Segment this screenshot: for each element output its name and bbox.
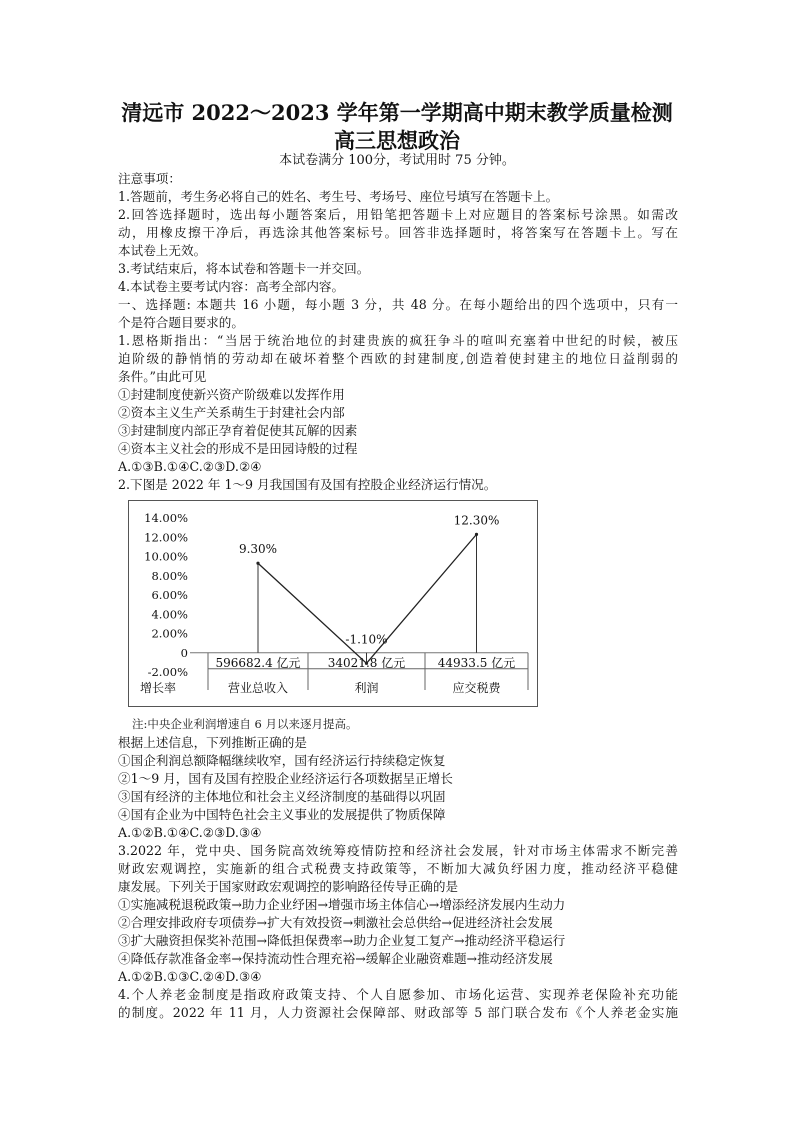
question-2-option: ④国有企业为中国特色社会主义事业的发展提供了物质保障 (118, 807, 446, 822)
category-label: 应交税费 (452, 681, 501, 695)
question-1-stem: 条件。”由此可见 (118, 369, 207, 384)
notice-heading: 注意事项： (118, 171, 181, 186)
question-3-choices: A.①②B.①③C.②④D.③④ (118, 969, 262, 984)
y-tick-label: 14.00% (144, 511, 188, 525)
chart-note: 注:中央企业利润增速自 6 月以来逐月提高。 (132, 717, 358, 731)
y-tick-label: 4.00% (151, 607, 188, 622)
data-label: 12.30% (453, 513, 500, 528)
amount-label: 34021.8 亿元 (327, 655, 406, 670)
exam-info: 本试卷满分 100分，考试用时 75 分钟。 (279, 153, 515, 168)
exam-title: 清远市 2022～2023 学年第一学期高中期末教学质量检测 (121, 100, 673, 125)
section-heading: 一、选择题: 本题共 16 小题，每小题 3 分，共 48 分。在每小题给出的四个选项中，只有一 (118, 297, 678, 312)
amount-label: 44933.5 亿元 (437, 655, 516, 670)
question-1-stem: 1.恩格斯指出：“当居于统治地位的封建贵族的疯狂争斗的喧叫充塞着中世纪的时候，被压 (118, 333, 678, 348)
question-4-stem: 4.个人养老金制度是指政府政策支持、个人自愿参加、市场化运营、实现养老保险补充功能 (118, 987, 678, 1002)
category-label: 营业总收入 (227, 681, 289, 695)
question-2-choices: A.①②B.①④C.②③D.③④ (118, 825, 262, 840)
question-3-stem: 康发展。下列关于国家财政宏观调控的影响路径传导正确的是 (118, 879, 459, 894)
question-2-option: ③国有经济的主体地位和社会主义经济制度的基础得以巩固 (118, 789, 446, 804)
question-3-option: ④降低存款准备金率→保持流动性合理充裕→缓解企业融资难题→推动经济发展 (118, 951, 553, 966)
notice-item: 3.考试结束后，将本试卷和答题卡一并交回。 (118, 261, 370, 276)
question-2-lead: 根据上述信息，下列推断正确的是 (118, 735, 307, 750)
data-point (475, 533, 478, 536)
y-tick-label: 10.00% (144, 549, 188, 564)
question-1-choices: A.①③B.①④C.②③D.②④ (118, 459, 262, 474)
question-3-option: ③扩大融资担保奖补范围→降低担保费率→助力企业复工复产→推动经济平稳运行 (118, 933, 566, 948)
question-3-option: ①实施减税退税政策→助力企业纾困→增强市场主体信心→增添经济发展内生动力 (118, 897, 566, 912)
question-1-stem: 迫阶级的静悄悄的劳动却在破坏着整个西欧的封建制度,创造着使封建主的地位日益削弱的 (118, 351, 678, 366)
notice-item: 1.答题前，考生务必将自己的姓名、考生号、考场号、座位号填写在答题卡上。 (118, 189, 559, 204)
amount-label: 596682.4 亿元 (215, 655, 301, 670)
economy-chart (128, 500, 538, 707)
notice-item: 本试卷上无效。 (118, 243, 207, 258)
question-4-stem: 的制度。2022 年 11 月，人力资源社会保障部、财政部等 5 部门联合发布《个人养老金实施 (118, 1005, 678, 1020)
question-2-option: ①国企利润总额降幅继续收窄，国有经济运行持续稳定恢复 (118, 753, 446, 768)
notice-item: 4.本试卷主要考试内容：高考全部内容。 (118, 279, 345, 294)
data-label: 9.30% (238, 542, 278, 557)
category-label: 利润 (354, 681, 379, 695)
y-tick-label: -2.00% (147, 665, 188, 679)
question-1-option: ①封建制度使新兴资产阶级难以发挥作用 (118, 387, 345, 402)
y-tick-label: 8.00% (151, 568, 188, 583)
question-3-option: ②合理安排政府专项债券→扩大有效投资→刺激社会总供给→促进经济社会发展 (118, 915, 553, 930)
data-point (256, 562, 259, 565)
question-1-option: ②资本主义生产关系萌生于封建社会内部 (118, 405, 345, 420)
question-3-stem: 3.2022 年，党中央、国务院高效统筹疫情防控和经济社会发展，针对市场主体需求不断完善 (118, 843, 678, 858)
y-tick-label: 2.00% (151, 626, 188, 641)
question-3-stem: 财政宏观调控，实施新的组合式税费支持政策等，不断加大减负纾困力度，推动经济平稳健 (118, 861, 678, 876)
y-tick-label: 6.00% (151, 588, 188, 602)
question-1-option: ④资本主义社会的形成不是田园诗般的过程 (118, 441, 358, 456)
question-2-option: ②1～9 月，国有及国有控股企业经济运行各项数据呈正增长 (118, 771, 453, 786)
question-1-option: ③封建制度内部正孕育着促使其瓦解的因素 (118, 423, 358, 438)
section-heading: 个是符合题目要求的。 (118, 315, 244, 330)
y-axis-label: 增长率 (140, 681, 177, 695)
data-label: -1.10% (345, 632, 388, 647)
question-2-stem: 2.下图是 2022 年 1～9 月我国国有及国有控股企业经济运行情况。 (118, 477, 497, 492)
chart-svg (128, 500, 538, 707)
notice-item: 动，用橡皮擦干净后，再选涂其他答案标号。回答非选择题时，将答案写在答题卡上。写在 (118, 225, 678, 240)
y-tick-label: 12.00% (144, 530, 188, 545)
notice-item: 2.回答选择题时，选出每小题答案后，用铅笔把答题卡上对应题目的答案标号涂黑。如需改 (118, 207, 678, 222)
y-tick-label: 0 (180, 645, 188, 660)
exam-subject: 高三思想政治 (334, 128, 460, 153)
